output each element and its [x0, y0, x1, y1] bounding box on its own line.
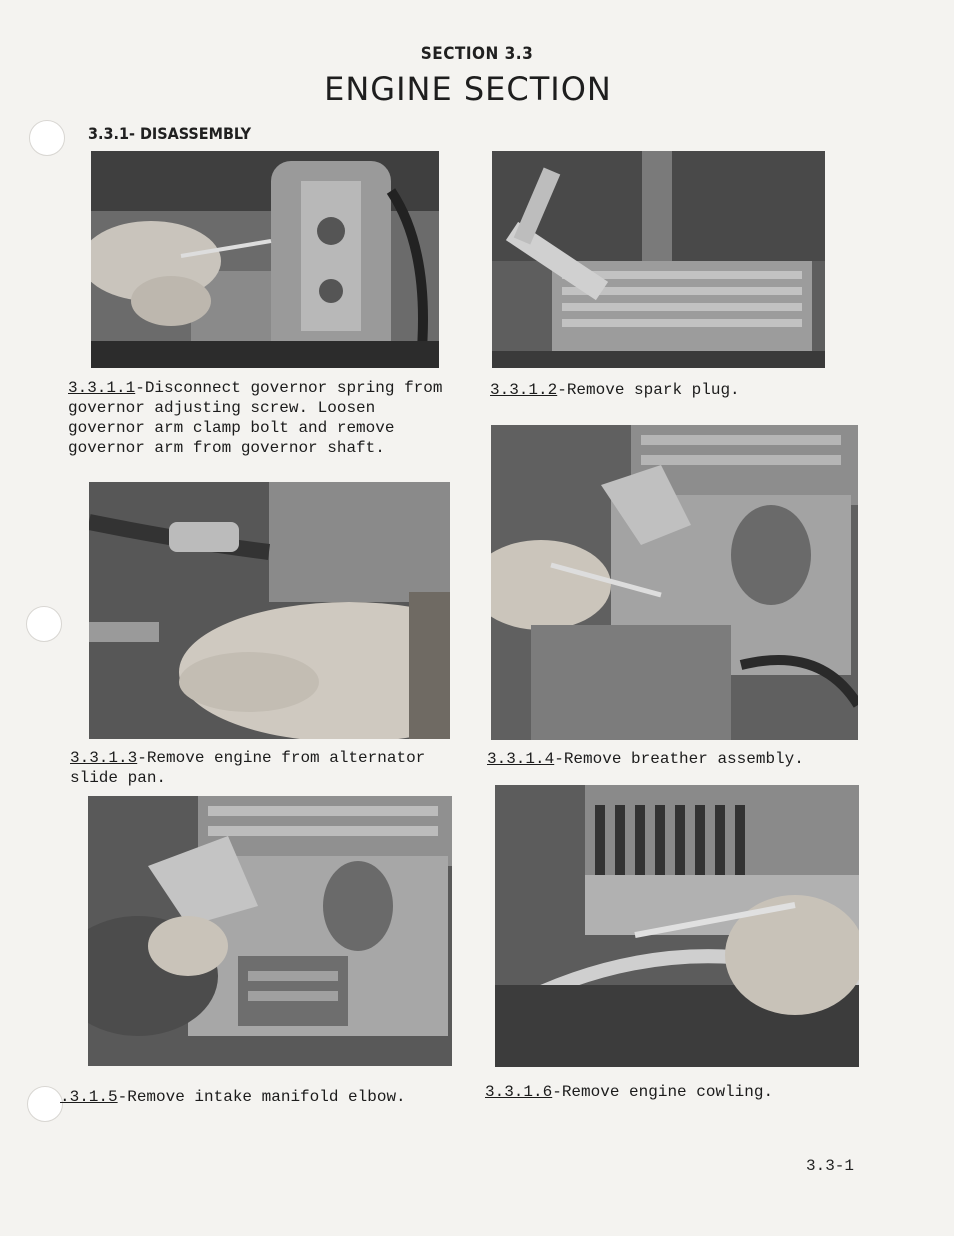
photo-slide-pan: [89, 482, 450, 739]
figure-text: -Disconnect governor spring from governor adjusting screw. Loosen governor arm clamp bolt and remove governor arm from governor shaft.: [68, 379, 443, 457]
binder-hole-middle: [26, 606, 62, 642]
photo-breather: [491, 425, 858, 740]
figure-text: -Remove spark plug.: [557, 381, 740, 399]
figure-text: -Remove breather assembly.: [554, 750, 804, 768]
caption-figure-5: [60, 1087, 470, 1107]
binder-hole-bottom: [27, 1086, 63, 1122]
photo-spark-plug: [492, 151, 825, 368]
caption-figure-1: [68, 378, 460, 458]
caption-figure-2: [490, 380, 850, 400]
section-label: SECTION 3.3: [420, 44, 534, 64]
caption-figure-3: [70, 748, 462, 788]
figure-number: 3.3.1.6: [485, 1083, 553, 1101]
figure-text: -Remove engine cowling.: [552, 1083, 774, 1101]
binder-hole-top: [29, 120, 65, 156]
subsection-heading: 3.3.1- DISASSEMBLY: [88, 124, 252, 143]
photo-engine-cowling: [495, 785, 859, 1067]
section-title: ENGINE SECTION: [324, 70, 612, 108]
figure-number: .3.1.5: [60, 1088, 118, 1106]
photo-governor-spring: [91, 151, 439, 368]
figure-number: 3.3.1.3: [70, 749, 138, 767]
caption-figure-4: [487, 749, 867, 769]
figure-number: 3.3.1.2: [490, 381, 558, 399]
figure-text: -Remove intake manifold elbow.: [117, 1088, 406, 1106]
caption-figure-6: [485, 1082, 865, 1102]
figure-number: 3.3.1.1: [68, 379, 136, 397]
figure-number: 3.3.1.4: [487, 750, 555, 768]
page-number: 3.3-1: [806, 1157, 855, 1175]
figure-text: -Remove engine from alternator slide pan.: [70, 749, 426, 787]
photo-intake-manifold: [88, 796, 452, 1066]
